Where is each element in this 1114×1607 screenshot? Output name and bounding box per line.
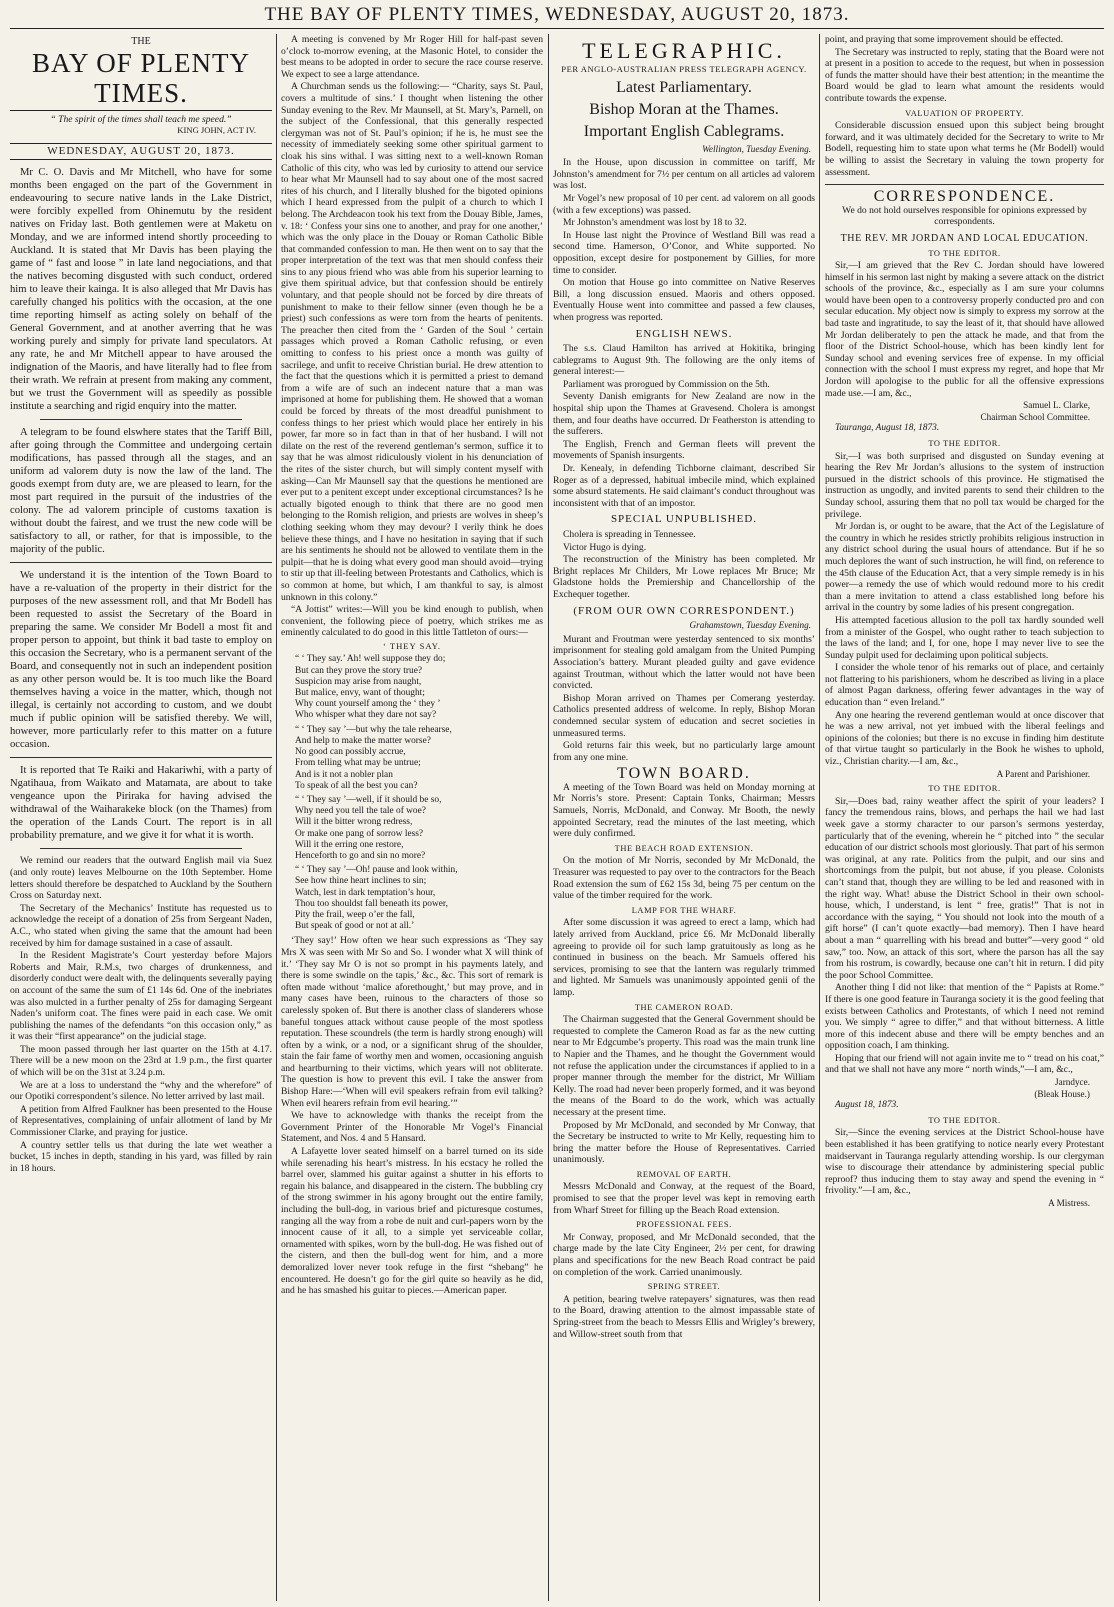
article-divider — [825, 184, 1104, 185]
letter-paragraph: Mr Jordan is, or ought to be aware, that the Act of the Legislature of the country in which he resides strictly prohibits religious instruction in any district school during the usual hours of attendance. But if he so much deplores the want of such instruction, he will find, on reference to the 45th clause of the Education Act, that a very simple remedy is in his power—a remedy the use of which would redound more to his credit than a mere invitation to attend a class established long before his arrival in the country by some ladies of his present congregation. — [825, 521, 1104, 614]
news-item: Messrs McDonald and Conway, at the request of the Board, promised to see that the proper level was kept in removing earth from Wharf Street for filling up the Beach Road extension. — [553, 1181, 815, 1216]
news-item: A country settler tells us that during the late wet weather a bucket, 15 inches in depth, standing in his yard, was filled by rain in 18 hours. — [10, 1139, 272, 1174]
section-heading: (FROM OUR OWN CORRESPONDENT.) — [573, 604, 795, 617]
letter-paragraph: His attempted facetious allusion to the poll tax hardly sounded well from a minister of the Gospel, who ought rather to teach subjection to the laws of the land; and I, for one, hope I may never live to see the Sunday pulpit used for declaiming upon political subjects. — [825, 614, 1104, 661]
news-item: point, and praying that some improvement should be effected. — [825, 34, 1064, 45]
section-heading-correspondence: CORRESPONDENCE. — [873, 188, 1056, 206]
column-rule — [819, 34, 820, 1601]
poem-stanza: “ ‘ They say ’—but why the tale rehearse, And help to make the matter worse? No good can possibly accrue, From telling what may be untrue; And is it not a nobler plan To speak of all the best you can? — [295, 724, 452, 791]
issue-date: WEDNESDAY, AUGUST 20, 1873. — [10, 143, 272, 161]
letter-signature: A Parent and Parishioner. — [996, 768, 1090, 779]
news-item: The Secretary was instructed to reply, stating that the Board were not at present in a position to accede to the request, but when in possession of funds the matter should have their best attention; in the meantime the Board would be glad to learn what amount the residents would contribute towards the expense. — [825, 46, 1104, 104]
headline: Latest Parliamentary. — [616, 78, 752, 96]
column-rule — [548, 34, 549, 1601]
news-item: Cholera is spreading in Tennessee. — [563, 529, 696, 540]
to-the-editor: TO THE EDITOR. — [928, 1115, 1001, 1125]
news-item: A Lafayette lover seated himself on a barrel turned on its side while serenading his heart’s mistress. In his ecstacy he rolled the barrel over, slammed his guitar against a shutter in his efforts to regain his balance, and disappeared in the cistern. The bubbling cry of the strong swimmer in his agony brought out the entire family, including the bull-dog, in various brief and picturesque costumes, ranging all the way from a robe de nuit and curl-papers worn by the innocent cause of it all, to a simple yet serviceable collar, ornamented with spikes, worn by the bull-dog. He was fished out of the cistern, and then the bull-dog went for him, and a more demoralized lover never took refuge in the first “shebang” he encountered. He doesn’t go for the girl quite so heavily as he did, and he has smashed his guitar to pieces.—American paper. — [281, 1146, 543, 1297]
news-item: A petition from Alfred Faulkner has been presented to the House of Representatives, complaining of unfair allotment of land by Mr Commissioner Clarke, and praying for justice. — [10, 1103, 272, 1139]
news-item: Mr Conway, proposed, and Mr McDonald seconded, that the charge made by the late City Engineer, 2½ per cent, for drawing plans and specifications for the new Beach Road contract be paid on completion of the work. Carried unanimously. — [553, 1231, 815, 1278]
letter-paragraph: Sir,—Since the evening services at the District School-house have been established it has been gratifying to notice nearly every Protestant maidservant in Tauranga regularly attending worship. Is our clergyman wise to discourage their attendance by administering special public reproof? thus inducing them to stay away and spend the evening in “ frivolity.”—I am, &c., — [825, 1127, 1104, 1197]
dateline: Grahamstown, Tuesday Evening. — [689, 620, 811, 631]
news-item: In the Resident Magistrate’s Court yesterday before Majors Roberts and Mair, R.M.s, two charges of drunkenness, and disorderly conduct were dealt with, the delinquents severally paying on account of the same the sum of £1 14s 6d. One of the inebriates was also mulcted in a further penalty of 25s for damaging Sergeant Naden’s uniform coat. The fines were paid in each case. We omit publishing the names of the defendants “on this occasion only,” as it was their “first appearance” on the judicial stage. — [10, 950, 272, 1043]
section-heading: TOWN BOARD. — [617, 765, 751, 783]
masthead-rule — [10, 28, 1104, 29]
section-heading: ENGLISH NEWS. — [635, 327, 733, 340]
news-item: “A Jottist” writes:—Will you be kind enough to publish, when convenient, the following piece of poetry, which strikes me as eminently calculated to do good in this little Tattleton of ours:— — [281, 604, 543, 639]
letter-paragraph: Sir,—I am grieved that the Rev C. Jordan should have lowered himself in his sermon last night by making a severe attack on the district schools of the province, &c., especially as I am sure your columns would have been open to a controversy properly conducted pro and con secular education. My object now is simply to express my sorrow at the bad taste and ingratitude, to say the least of it, that should have allowed Mr Jordan deliberately to pen the attack he made, and that from the floor of the District School-house, which has been kindly lent for Sunday school and evening services free of expense. In my official connection with the school I must express my regret, and hope that Mr Jordon will apologise to the public for all the offensive expressions made use.—I am, &c., — [825, 260, 1104, 399]
letter-paragraph: Another thing I did not like: that mention of the “ Papists at Rome.” If there is one good feature in Tauranga society it is the good feeling that exists between Catholics and Protestants, of which I need not remind you. We simply “ agree to differ,” and that without bitterness. A little more of this indecent abuse and there will be empty benches and an opposition coach, I am thinking. — [825, 982, 1104, 1052]
news-item: Seventy Danish emigrants for New Zealand are now in the hospital ship upon the Thames at Gravesend. Cholera is amongst them, and four deaths have occurred. Dr Featherston is attending to the sufferers. — [553, 391, 815, 438]
page-masthead: THE BAY OF PLENTY TIMES, WEDNESDAY, AUGUST 20, 1873. — [264, 4, 850, 25]
section-heading: SPECIAL UNPUBLISHED. — [610, 513, 758, 526]
poem-stanza: “ ‘ They say ’—well, if it should be so, Why need you tell the tale of woe? Will it the bitter wrong redress, Or make one pang of sorrow less? Will it the erring one restore, Henceforth to go and sin no more? — [295, 794, 442, 861]
news-item: Considerable discussion ensued upon this subject being brought forward, and it was ultimately decided for the Secretary to write to Mr Bodell, requesting him to state upon what terms he (Mr Bodell) would be willing to assist the Secretary in valuing the town property for assessment. — [825, 120, 1104, 178]
nameplate-the: THE — [131, 36, 151, 47]
news-item: A meeting of the Town Board was held on Monday morning at Mr Norris’s store. Present: Captain Tonks, Chairman; Messrs Samuels, Norris, McDonald, and Conway. Mr Booth, the newly appointed Secretary, read the minutes of the last meeting, which were duly confirmed. — [553, 781, 815, 840]
news-item: The Secretary of the Mechanics’ Institute has requested us to acknowledge the receipt of a donation of 25s from Sergeant Naden, A.C., who stated when giving the same that the amount had been received by him for damage sustained in a case of assault. — [10, 902, 272, 949]
sub-heading: LAMP FOR THE WHARF. — [631, 905, 737, 915]
sub-heading: THE BEACH ROAD EXTENSION. — [614, 843, 754, 853]
news-item: Dr. Kenealy, in defending Tichborne claimant, described Sir Roger as of a depressed, habitual imbecile mind, which explained some absurd statements. He said claimant’s conduct throughout was inconsistent with that of an impostor. — [553, 463, 815, 509]
agency-line: PER ANGLO-AUSTRALIAN PRESS TELEGRAPH AGENCY. — [561, 64, 807, 74]
column-rule — [276, 34, 277, 1601]
sub-heading: VALUATION OF PROPERTY. — [905, 108, 1024, 118]
news-item: On motion that House go into committee on Native Reserves Bill, a long discussion ensued. Maoris and others opposed. Eventually House went into committee and passed a few clauses, when progress was reported. — [553, 277, 815, 323]
letter-paragraph: Hoping that our friend will not again invite me to “ tread on his coat,” and that we shall not have any more “ north winds,”—I am, &c., — [825, 1052, 1104, 1076]
letter-signature: A Mistress. — [1048, 1198, 1090, 1208]
news-item: We have to acknowledge with thanks the receipt from the Government Printer of the Honorable Mr Vogel’s Financial Statement, and Nos. 4 and 5 Hansard. — [281, 1110, 543, 1145]
motto-attribution: KING JOHN, ACT IV. — [177, 125, 256, 136]
letter-paragraph: Sir,—I was both surprised and disgusted on Sunday evening at hearing the Rev Mr Jordan’s allusions to the system of instruction pursued in the district schools of this province. He stigmatised the instruction as ungodly, and invited parents to send their children to the Sunday school, assuring them that no poll tax would be charged for the privilege. — [825, 450, 1104, 520]
headline: Important English Cablegrams. — [583, 122, 785, 140]
to-the-editor: TO THE EDITOR. — [928, 784, 1001, 794]
news-item: A petition, bearing twelve ratepayers’ signatures, was then read to the Board, drawing attention to the almost impassable state of Spring-street from the beach to Messrs Ellis and Wrigley’s brewery, and Willow-street south from that — [553, 1293, 815, 1340]
section-heading-telegraphic: TELEGRAPHIC. — [582, 38, 786, 63]
news-item: The s.s. Claud Hamilton has arrived at Hokitika, bringing cablegrams to August 9th. The following are the only items of general interest:— — [553, 343, 815, 378]
article-divider — [40, 419, 242, 420]
column-4 — [825, 34, 1104, 1601]
news-item: We are at a loss to understand the “why and the wherefore” of our Opotiki correspondent’s silence. No letter arrived by last mail. — [10, 1079, 272, 1103]
editorial-paragraph: It is reported that Te Raiki and Hakariwhi, with a party of Ngatihaua, from Waikato and Matamata, are about to take vengeance upon the Piriraka for having advised the withdrawal of the Waiharakeke block (on the Thames) from the operation of the Lands Court. The report is in all probability premature, and we give it for what it is worth. — [10, 765, 272, 842]
news-item: Proposed by Mr McDonald, and seconded by Mr Conway, that the Secretary be instructed to write to Mr Kelly, requesting him to bring the matter before the House of Representatives. Carried unanimously. — [553, 1119, 815, 1166]
poem-title: ‘ THEY SAY. — [382, 640, 442, 651]
news-item: The Chairman suggested that the General Government should be requested to complete the Cameron Road as far as the new cutting near to Mr Edgcumbe’s property. This road was the main trunk line to Napier and the Thames, and he thought the Government would not refuse the application under the circumstances if applied to in a proper manner through the member for the district, Mr William Kelly. The road had never been properly formed, and it was beyond the means of the Board to do the work, which was actually necessary at the present time. — [553, 1014, 815, 1118]
sub-heading: SPRING STREET. — [647, 1282, 721, 1292]
letter-paragraph: I consider the whole tenor of his remarks out of place, and certainly not flattering to his parishioners, whom he described as living in a place of almost Pagan darkness, offering fewer advantages in the way of education than “ even Ireland.” — [825, 662, 1104, 709]
sub-heading: THE CAMERON ROAD. — [634, 1002, 734, 1012]
news-item: Parliament was prorogued by Commission on the 5th. — [563, 378, 770, 390]
editor-note: We do not hold ourselves responsible for opinions expressed by correspondents. — [842, 204, 1087, 228]
headline: Bishop Moran at the Thames. — [589, 100, 779, 118]
news-item: After some discussion it was agreed to erect a lamp, which had lately arrived from Auckland, price £6. Mr McDonald liberally agreeing to provide oil for such lamp gratuitously as long as he continued in business on the beach. Mr Samuels offered his services, promising to see that the lantern was regularly trimmed and lighted. Mr Samuels was unanimously appointed genii of the lamp. — [553, 917, 815, 998]
news-item: ‘They say!’ How often we hear such expressions as ‘They say Mrs X was seen with Mr So and So. I wonder what X will think of it.’ ‘They say Mr O is not so prompt in his payments lately, and there is some swindle on the tapis,’ &c., &c. This sort of remark is often made without ‘malice aforethought,’ but may prove, and in many cases have been, ruinous to the characters of those so carelessly spoken of. But there is another class of slanderers whose baneful tongues attack without cause people of the most spotless reputation. These scoundrels (the term is hardly strong enough) will often by a wink, or a nod, or a significant shrug of the shoulder, stain the fair fame of worthy men and women, occasioning anguish and heartburning to their victims, which years will not obliterate. The question is how to prevent this evil. I take the answer from Bishop Hare:—‘When will evil speakers refrain from evil talking? When evil hearers refrain from evil hearing.’” — [281, 935, 543, 1109]
article-divider — [10, 562, 272, 563]
news-item: In House last night the Province of Westland Bill was read a second time. Hamerson, O’Conor, and White supported. No opposition, except desire for postponement by Gillies, for more time to consider. — [553, 229, 815, 276]
news-item: Victor Hugo is dying. — [563, 541, 647, 553]
letter-paragraph: Sir,—Does bad, rainy weather affect the spirit of your leaders? I fancy the tremendous rains, blows, and perhaps the hail we had last week gave a stormy character to our parson’s sermons yesterday, particularly that of the evening, wherein he “ pitched into ” the secular education of our district schools most gloriously. That part of his sermon was original, at any rate. Politics from the pulpit, and our sins and shortcomings from the pulpit, but not abuse, if you please. Colonists can’t stand that, though they are willing to be led and reasoned with in the right way. What! abuse the District School in their own school-house, which, I understand, is lent “ free, gratis!” That is not in accordance with the saying, “ You should not look into the mouth of a gift horse” (I can’t quote exactly—bad memory). Then I have heard about a man “ quarrelling with his bread and butter”—very good “ old saw,” too. Now, an attack of this sort, where the parson has all the say from his rostrum, is cowardly, because one can’t hit in return. I did pity the poor School Committee. — [825, 795, 1104, 981]
nameplate-motto: “ The spirit of the times shall teach me speed.” — [50, 113, 232, 125]
sub-heading: REMOVAL OF EARTH. — [636, 1169, 732, 1179]
letter-heading: THE REV. MR JORDAN AND LOCAL EDUCATION. — [840, 232, 1089, 244]
news-item: Bishop Moran arrived on Thames per Comerang yesterday. Catholics presented address of welcome. In reply, Bishop Moran condemned secular system of education and secret societies in unmeasured terms. — [553, 692, 815, 739]
news-item: Gold returns fair this week, but no particularly large amount from any one mine. — [553, 740, 815, 763]
article-divider — [40, 848, 242, 849]
article-divider — [10, 757, 272, 758]
news-item: A meeting is convened by Mr Roger Hill for half-past seven o’clock to-morrow evening, at the Masonic Hotel, to consider the best means to be adopted in order to secure the race course reserve. We expect to see a large attendance. — [281, 34, 543, 80]
news-item: We remind our readers that the outward English mail via Suez (and only route) leaves Melbourne on the 10th September. Home letters should therefore be despatched to Auckland by the Southern Cross on Saturday next. — [10, 855, 272, 902]
column-1 — [10, 34, 272, 1601]
news-item: Murant and Froutman were yesterday sentenced to six months’ imprisonment for stealing gold amalgam from the United Pumping Association’s battery. Murant pleaded guilty and gave evidence against Troutman, without which the latter would not have been convicted. — [553, 633, 815, 692]
news-item: Mr Johnston’s amendment was lost by 18 to 32. — [563, 217, 747, 229]
to-the-editor: TO THE EDITOR. — [928, 439, 1001, 448]
news-item: The reconstruction of the Ministry has been completed. Mr Bright replaces Mr Childers, Mr Lowe replaces Mr Bruce; Mr Gladstone holds the Premiership and Chancellorship of the Exchequer together. — [553, 554, 815, 600]
editorial-paragraph: A telegram to be found elswhere states that the Tariff Bill, after going through the Committee and undergoing certain modifications, has passed through all the stages, and an uniform ad valorem duty is now the law of the land. The goods exempt from duty are, we are pleased to learn, for the most part required in the pursuit of the industries of the colony. The ad valorem principle of customs taxation is without doubt the fairest, and we trust the new code will be satisfactory to all, or rather, for that is impossible, to the majority of the public. — [10, 427, 272, 556]
letter-signature: Samuel L. Clarke, — [1023, 400, 1090, 411]
editorial-paragraph: Mr C. O. Davis and Mr Mitchell, who have for some months been engaged on the part of the Government in endeavouring to secure native lands in the Lake District, were forcibly expelled from Ohinemutu by the resident natives on Friday last. Both gentlemen were at Maketu on Monday, and we are informed intend shortly proceeding to Auckland. It is stated that Mr Davis has been playing the game of “ fast and loose ” in late land negociations, and that the natives becoming disgusted with such conduct, ordered him to leave their kainga. It is also alleged that Mr Davis has carefully changed his politics with the occasion, at the one time reporting himself as acting solely on behalf of the General Government, and at another averring that he was working purely and simply for private land speculators. At any rate, he and Mr Mitchell appear to have aroused the indignation of the Maoris, and have literally had to flee from their wrath. We refrain at present from making any comment, but we trust the Government will as speedily as possible institute a searching and rigid enquiry into the matter. — [10, 167, 272, 413]
letter-date: August 18, 1873. — [835, 1100, 899, 1111]
nameplate-title: BAY OF PLENTY TIMES. — [10, 48, 272, 111]
poem-stanza: “ ‘ They say.’ Ah! well suppose they do; But can they prove the story true? Suspicion may arise from naught, But malice, envy, want of thought; Why count yourself among the ‘ they ’ Who whisper what they dare not say? — [295, 654, 446, 721]
news-item: A Churchman sends us the following:— “Charity, says St. Paul, covers a multitude of sins.’ I thought when listening the other Sunday evening to the Rev. Mr Maunsell, at St. Mary’s, Parnell, on the subject of the Confessional, that this generally respected clergyman was not of St. Paul’s opinion; if he is, he must see the necessity of immediately seeking some other spiritual garment to cloak his sins withal. I was sitting next to a well-known Roman Catholic of this city, who was led by curiosity to attend our service to hear what Mr Maunsell had to say about one of the most sacred rites of his church, and I literally blushed for the bigoted opinions which I heard expressed from the pulpit of a church to which I belong. The Archdeacon took his text from the Douay Bible, James, v. 18: ‘ Confess your sins one to another, and pray for one another,’ which was the only place in the Douay or Roman Catholic Bible that commanded confession to man. He then went on to say that the proper interpretation of the text was that men should confess their sins to any pious friend who was able from his superior learning to give them spiritual advice, but that confession should be entirely voluntary, and that people should not be forced by dire threats of punishment to make to their fellow sinner (even though he be a priest) such confessions as were torn from the hearts of penitents. The preacher then cited from the ‘ Garden of the Soul ’ certain passages which proved a Roman Catholic refusing, or even omitting to confess to his priest once a month was guilty of sacrilege, and unfit to receive Christian burial. He drew attention to the fact that the questions which it is permitted a priest to demand from a wife are of such an indecent nature that a man was imprisoned at home for publishing them. He showed that a woman could be forced by threats of the most dreadful punishment to confess things to her priest which would place her entirely in his power, far more so in fact than in that of her husband. I will not dilate on the rest of the reverend gentleman’s sermon, suffice it to say that he was almost ridiculously violent in his denunciation of the rites of the sister church, but will simply content myself with asking—Can Mr Maunsell say that the questions he mentioned are ever put to a penitent except under exceptional circumstances? Is he actually bigoted enough to think that there are no good men belonging to the Romish religion, and priests are wolves in sheep’s clothing seeking whom they may devour? I verily think he does believe these things, and I have no hesitation in saying that if such are his sentiments he should not be allowed to ventilate them in the pulpit—that he is doing what every good man should avoid—trying to stir up that ill-feeling between Protestants and Catholics, which is so common at home, but which, I am thankful to say, is almost unknown in this colony.” — [281, 81, 543, 603]
news-item: The moon passed through her last quarter on the 15th at 4.17. There will be a new moon on the 23rd at 1.9 p.m., the first quarter of which will be on the 31st at 3.24 p.m. — [10, 1043, 272, 1079]
to-the-editor: TO THE EDITOR. — [928, 248, 1001, 258]
dateline: Wellington, Tuesday Evening. — [702, 143, 811, 154]
column-3 — [553, 34, 815, 1601]
letter-signature-note: (Bleak House.) — [1034, 1088, 1090, 1099]
news-item: The English, French and German fleets will prevent the movements of Spanish insurgents. — [553, 438, 815, 462]
letter-date: Tauranga, August 18, 1873. — [835, 423, 940, 434]
news-item: Mr Vogel’s new proposal of 10 per cent. ad valorem on all goods (with a few exceptions) was passed. — [553, 192, 815, 216]
poem-stanza: “ ‘ They say ’—Oh! pause and look within, See how thine heart inclines to sin; Watch, lest in dark temptation’s hour, Thou too shouldst fall beneath its power, Pity the frail, weep o’er the fall, But speak of good or not at all.’ — [295, 865, 458, 932]
editorial-paragraph: We understand it is the intention of the Town Board to have a re-valuation of the property in their district for the purposes of the new assessment roll, and that Mr Bodell has been requested to assist the Secretary of the Board in preparing the same. We consider Mr Bodell a most fit and proper person to appoint, but think it bad taste to employ on this occasion the Secretary, who is a permanent servant of the Board, and consequently not in such an independent position as any other person would be. It is too much like the Board themselves having a voice in the matter, which, though not illegal, is certainly not according to custom, and we doubt much if public opinion will be satisfied thereby. We will, however, more particularly refer to this matter on a future occasion. — [10, 570, 272, 751]
letter-signature-title: Chairman School Committee. — [980, 411, 1090, 422]
news-item: On the motion of Mr Norris, seconded by Mr McDonald, the Treasurer was requested to pay over to the contractors for the Beach Road extension the sum of £62 15s 3d, being 75 per centum on the value of the timber required for the work. — [553, 855, 815, 902]
letter-signature: Jarndyce. — [1055, 1077, 1090, 1088]
sub-heading: PROFESSIONAL FEES. — [636, 1220, 732, 1230]
letter-paragraph: Any one hearing the reverend gentleman would at once discover that he was a new arrival, not yet imbued with the liberal feelings and opinions of the colonies; but there is no excuse in finding him destitute of that virtue taught so particularly in the Book he wishes to uphold, viz., Christian charity.—I am, &c., — [825, 709, 1104, 768]
column-2 — [281, 34, 543, 1601]
news-item: In the House, upon discussion in committee on tariff, Mr Johnston’s amendment for 7½ per centum on all articles ad valorem was lost. — [553, 157, 815, 192]
